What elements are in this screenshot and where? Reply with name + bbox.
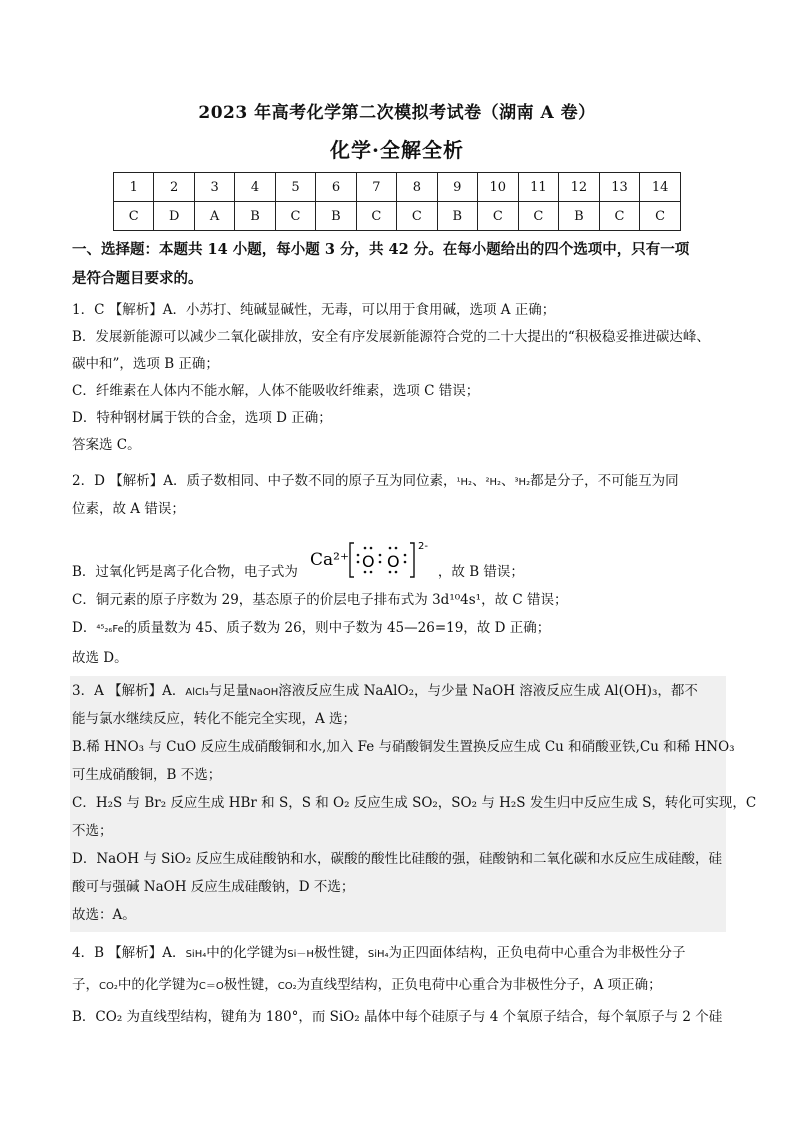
answer-letter-cell: C [114,202,154,231]
q4-text: 中的化学键为 [117,977,199,993]
exam-subtitle: 化学·全解全析 [330,138,464,162]
q3-text: 与足量 [208,683,250,699]
naoh-formula: NaOH [249,687,279,698]
oxygen-atom-2: O [387,552,400,571]
answer-letter-cell: B [437,202,477,231]
oxygen-atom-1: O [362,552,375,571]
q3-text: 溶液反应生成 NaAlO₂，与少量 NaOH 溶液反应生成 Al(OH)₃，都不 [278,683,698,699]
q4-line: B．CO₂ 为直线型结构，键角为 180°，而 SiO₂ 晶体中每个硅原子与 4 个氧原子结合，每个氧原子与 2 个硅 [72,1009,723,1025]
question-number-cell: 6 [316,173,356,202]
question-number-cell: 2 [154,173,194,202]
co2-formula: CO₂ [277,981,297,992]
q1-line: 1．C 【解析】A．小苏打、纯碱显碱性，无毒，可以用于食用碱，选项 A 正确； [72,302,556,318]
c-o-bond: C＝O [198,981,224,992]
q3-line: D．NaOH 与 SiO₂ 反应生成硅酸钠和水，碳酸的酸性比硅酸的强，硅酸钠和二氧化碳和水反应生成硅酸，硅 [72,851,722,867]
answer-letter-cell: A [194,202,234,231]
question-number-cell: 3 [194,173,234,202]
answer-letter-cell: C [518,202,559,231]
q4-text: 为直线型结构，正负电荷中心重合为非极性分子，A 项正确； [296,977,662,993]
q1-line: 碳中和”，选项 B 正确； [72,356,219,372]
q4-line [72,940,724,968]
answer-letter-cell: D [154,202,194,231]
q2-text: ，故 B 错误； [437,564,524,580]
q4-text: 极性键， [223,977,278,993]
q2-line: 位素，故 A 错误； [72,501,185,517]
q3-line: 能与氯水继续反应，转化不能完全实现，A 选； [72,711,357,727]
question-number-cell: 9 [437,173,477,202]
isotope-h1-formula: ¹H₂ [456,477,472,488]
question-number-cell: 1 [114,173,154,202]
answer-letter-cell: B [235,202,275,231]
isotope-h3-formula: ³H₂ [514,477,531,488]
answer-letter-cell: C [397,202,437,231]
q1-line: 答案选 C。 [72,437,141,453]
q1-line: B．发展新能源可以减少二氧化碳排放，安全有序发展新能源符合党的二十大提出的“积极稳妥推进碳达峰、 [72,329,710,345]
question-number-cell: 11 [518,173,559,202]
answer-table [113,172,681,231]
q4-text: 4．B 【解析】A． [72,945,186,961]
isotope-h2-formula: ²H₂ [485,477,502,488]
answer-letter-cell: C [640,202,681,231]
answer-letter-cell: C [599,202,640,231]
ion-charge: 2- [418,541,428,552]
q1-line: D．特种钢材属于铁的合金，选项 D 正确； [72,410,332,426]
question-number-cell: 5 [275,173,315,202]
question-number-cell: 12 [559,173,600,202]
exam-title: 2023 年高考化学第二次模拟考试卷（湖南 A 卷） [198,103,596,123]
answer-letter-cell: B [559,202,600,231]
q3-line: B.稀 HNO₃ 与 CuO 反应生成硝酸铜和水,加入 Fe 与硝酸铜发生置换反应生成 Cu 和硝酸亚铁,Cu 和稀 HNO₃ [72,739,735,755]
q2-text: 都是分子，不可能互为同 [530,473,679,489]
section-heading-line: 一、选择题：本题共 14 小题，每小题 3 分，共 42 分。在每小题给出的四个选项中，只有一项 [72,241,690,258]
q3-line [72,678,724,706]
question-number-cell: 4 [235,173,275,202]
q3-line: 酸可与强碱 NaOH 反应生成硅酸钠，D 不选； [72,879,355,895]
q2-text: 2．D 【解析】A．质子数相同、中子数不同的原子互为同位素， [72,473,457,489]
q2-line: 2．D 【解析】A．质子数相同、中子数不同的原子互为同位素，¹H₂、²H₂、³H₂都是分子，不可能互为同 [72,473,679,489]
sih4-formula: SiH₄ [367,949,389,960]
answer-table-letter-row [114,202,681,231]
q4-text: 极性键， [313,945,368,961]
q3-line: C．H₂S 与 Br₂ 反应生成 HBr 和 S，S 和 O₂ 反应生成 SO₂，SO₂ 与 H₂S 发生归中反应生成 S，转化可实现，C [72,795,757,811]
q4-line [72,972,724,1000]
q2-line [72,559,724,586]
q2-text: B．过氧化钙是离子化合物，电子式为 [72,564,298,580]
q2-text: 的质量数为 45、质子数为 26，则中子数为 45—26=19，故 D 正确； [123,620,551,636]
answer-letter-cell: C [356,202,396,231]
sih4-formula: SiH₄ [185,949,207,960]
question-number-cell: 7 [356,173,396,202]
q3-text: 3．A 【解析】A． [72,683,186,699]
q3-line: 故选：A。 [72,907,136,923]
answer-letter-cell: C [478,202,519,231]
q1-line: C．纤维素在人体内不能水解，人体不能吸收纤维素，选项 C 错误； [72,383,480,399]
q4-text: 子， [72,977,99,993]
q2-text: D． [72,620,97,636]
q2-line: C．铜元素的原子序数为 29，基态原子的价层电子排布式为 3d¹⁰4s¹，故 C 错误； [72,592,568,608]
answer-letter-cell: B [316,202,356,231]
question-number-cell: 8 [397,173,437,202]
q2-line: 故选 D。 [72,650,128,666]
si-h-bond: Si－H [287,949,314,960]
answer-table-number-row [114,173,681,202]
question-number-cell: 10 [478,173,519,202]
question-number-cell: 14 [640,173,681,202]
co2-formula: CO₂ [99,981,118,992]
q4-text: 为正四面体结构，正负电荷中心重合为非极性分子 [388,945,686,961]
q3-line: 可生成硝酸铜，B 不选； [72,767,222,783]
q3-line: 不选； [72,823,113,839]
alcl3-formula: AlCl₃ [185,687,209,698]
iron-isotope-formula: ⁴⁵₂₆Fe [96,624,124,635]
q4-text: 中的化学键为 [206,945,288,961]
answer-letter-cell: C [275,202,315,231]
q2-line [72,615,724,643]
section-heading-line: 是符合题目要求的。 [72,270,203,287]
question-number-cell: 13 [599,173,640,202]
calcium-ion-label: Ca²⁺ [310,550,349,570]
